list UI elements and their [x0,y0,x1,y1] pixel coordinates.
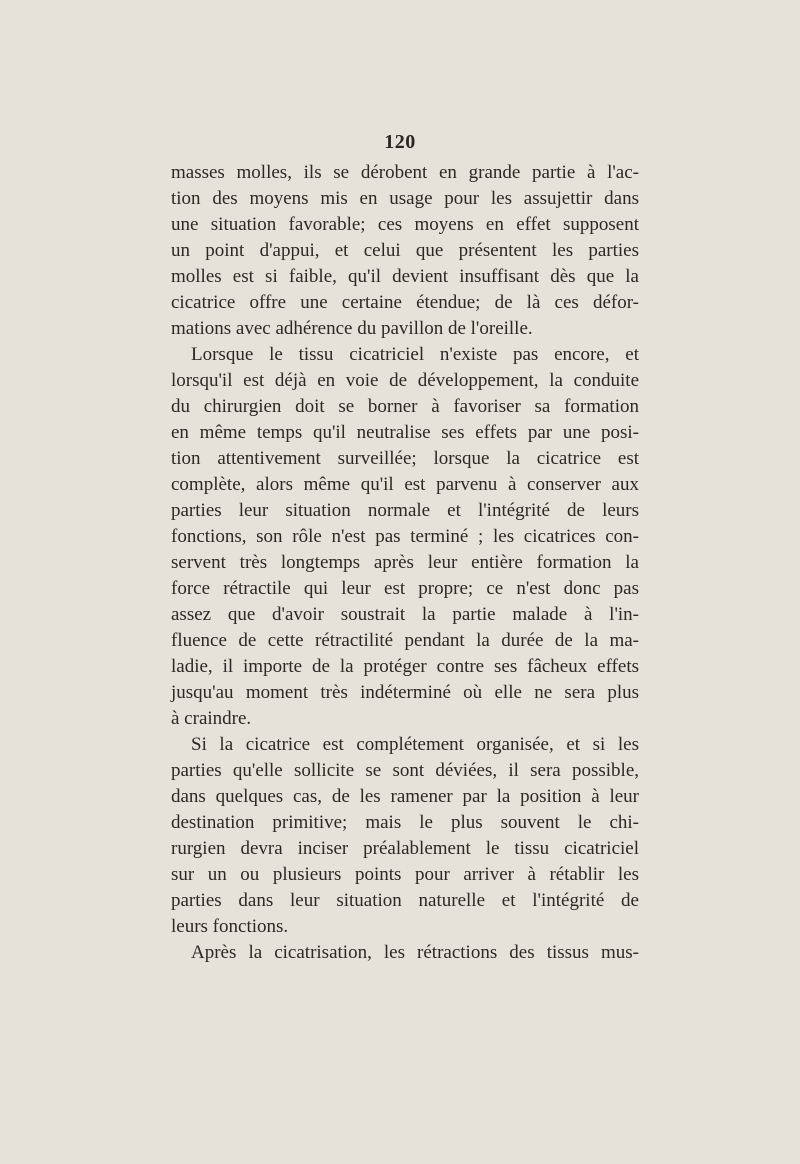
text-line: sur un ou plusieurs points pour arriver à rétablir les [171,864,639,885]
text-line: Si la cicatrice est complétement organisée, et si les [191,734,639,755]
text-line: fonctions, son rôle n'est pas terminé ; les cicatrices con- [171,526,639,547]
text-line: assez que d'avoir soustrait la partie malade à l'in- [171,604,639,625]
text-line: tion attentivement surveillée; lorsque la cicatrice est [171,448,639,469]
text-line: un point d'appui, et celui que présentent les parties [171,240,639,261]
text-line: Lorsque le tissu cicatriciel n'existe pas encore, et [191,344,639,365]
text-line: masses molles, ils se dérobent en grande partie à l'ac- [171,162,639,183]
text-line: parties leur situation normale et l'intégrité de leurs [171,500,639,521]
text-line: ladie, il importe de la protéger contre ses fâcheux effets [171,656,639,677]
text-line: molles est si faible, qu'il devient insuffisant dès que la [171,266,639,287]
text-line: une situation favorable; ces moyens en effet supposent [171,214,639,235]
text-line: dans quelques cas, de les ramener par la position à leur [171,786,639,807]
text-line: rurgien devra inciser préalablement le tissu cicatriciel [171,838,639,859]
text-line: destination primitive; mais le plus souvent le chi- [171,812,639,833]
text-line: tion des moyens mis en usage pour les assujettir dans [171,188,639,209]
text-line: en même temps qu'il neutralise ses effets par une posi- [171,422,639,443]
text-line: parties qu'elle sollicite se sont déviées, il sera possible, [171,760,639,781]
body-text [171,160,639,966]
text-line: du chirurgien doit se borner à favoriser sa formation [171,396,639,417]
text-line: lorsqu'il est déjà en voie de développement, la conduite [171,370,639,391]
text-line: fluence de cette rétractilité pendant la durée de la ma- [171,630,639,651]
text-line: complète, alors même qu'il est parvenu à conserver aux [171,474,639,495]
text-line: Après la cicatrisation, les rétractions des tissus mus- [191,942,639,963]
text-line: à craindre. [171,708,252,729]
text-line: cicatrice offre une certaine étendue; de là ces défor- [171,292,639,313]
text-line: jusqu'au moment très indéterminé où elle ne sera plus [171,682,639,703]
page-number: 120 [384,131,416,153]
text-line: mations avec adhérence du pavillon de l'oreille. [171,318,533,339]
text-line: servent très longtemps après leur entière formation la [171,552,639,573]
text-line: parties dans leur situation naturelle et l'intégrité de [171,890,639,911]
text-line: force rétractile qui leur est propre; ce n'est donc pas [171,578,639,599]
text-line: leurs fonctions. [171,916,289,937]
